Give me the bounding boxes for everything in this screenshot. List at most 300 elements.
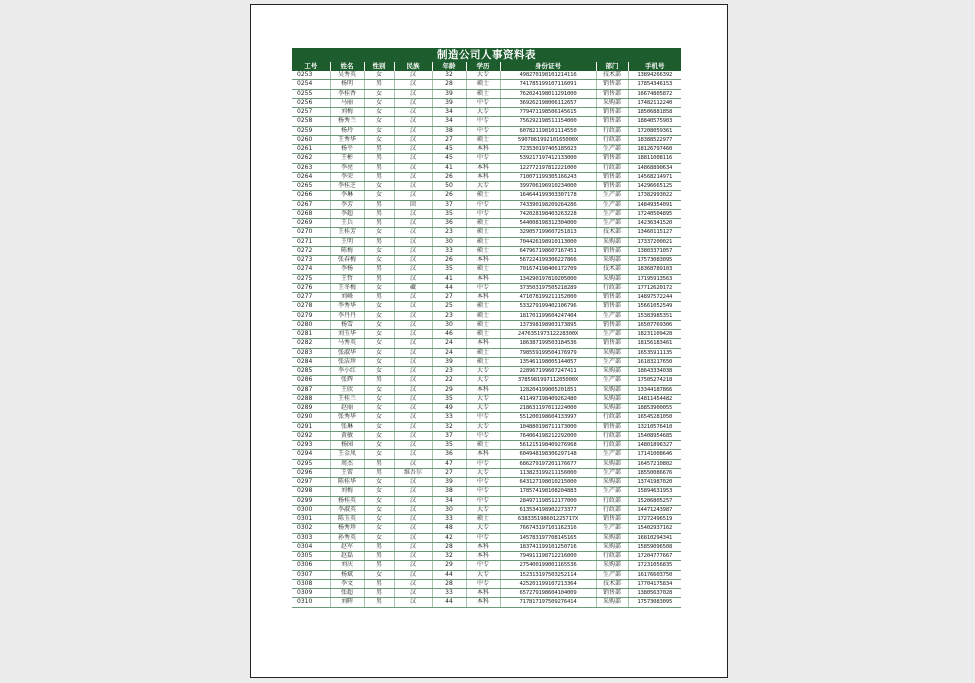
cell-gender: 女: [364, 404, 394, 413]
table-row: [292, 71, 681, 80]
cell-gender: 男: [364, 172, 394, 181]
cell-phone: 16545281050: [628, 413, 681, 422]
table-row: [292, 200, 681, 209]
cell-age: 23: [432, 311, 466, 320]
cell-name: 杨秀兰: [330, 117, 364, 126]
cell-department: 行政部: [596, 441, 628, 450]
table-row: [292, 468, 681, 477]
table-row: [292, 182, 681, 191]
cell-department: 采购部: [596, 385, 628, 394]
cell-phone: 15894631953: [628, 487, 681, 496]
cell-department: 采购部: [596, 274, 628, 283]
cell-name: 马丽: [330, 98, 364, 107]
cell-id-number: 373503197505218289: [500, 283, 596, 292]
cell-id-number: 794911198712216000: [500, 552, 596, 561]
column-header-gender: 性别: [364, 62, 394, 71]
cell-id-number: 369262198006112657: [500, 98, 596, 107]
cell-id-number: 607821198101114550: [500, 126, 596, 135]
cell-id-number: 137398198903173895: [500, 320, 596, 329]
cell-department: 采购部: [596, 404, 628, 413]
cell-education: 本科: [466, 542, 500, 551]
cell-department: 销售部: [596, 89, 628, 98]
table-row: [292, 108, 681, 117]
cell-employee-id: 0303: [292, 533, 330, 542]
cell-education: 大专: [466, 71, 500, 80]
table-row: [292, 172, 681, 181]
cell-name: 杨桂英: [330, 496, 364, 505]
cell-employee-id: 0284: [292, 357, 330, 366]
cell-name: 王彬: [330, 154, 364, 163]
cell-ethnicity: 汉: [394, 579, 432, 588]
cell-employee-id: 0295: [292, 459, 330, 468]
cell-phone: 14296665125: [628, 182, 681, 191]
cell-gender: 女: [364, 98, 394, 107]
cell-employee-id: 0262: [292, 154, 330, 163]
cell-education: 硕士: [466, 228, 500, 237]
cell-phone: 17231056835: [628, 561, 681, 570]
cell-id-number: 113823199211156000: [500, 468, 596, 477]
document-page: [250, 4, 728, 678]
cell-age: 35: [432, 265, 466, 274]
cell-phone: 13460115127: [628, 228, 681, 237]
cell-education: 大专: [466, 182, 500, 191]
cell-age: 49: [432, 404, 466, 413]
cell-employee-id: 0292: [292, 431, 330, 440]
cell-gender: 女: [364, 117, 394, 126]
cell-gender: 男: [364, 145, 394, 154]
cell-ethnicity: 汉: [394, 274, 432, 283]
cell-age: 44: [432, 598, 466, 607]
cell-education: 中专: [466, 459, 500, 468]
cell-name: 杨雪: [330, 320, 364, 329]
cell-gender: 女: [364, 126, 394, 135]
cell-name: 王欣: [330, 385, 364, 394]
cell-age: 36: [432, 450, 466, 459]
cell-phone: 18156183461: [628, 339, 681, 348]
cell-education: 大专: [466, 505, 500, 514]
cell-phone: 16810294341: [628, 533, 681, 542]
cell-name: 王桂兰: [330, 394, 364, 403]
cell-age: 41: [432, 163, 466, 172]
cell-age: 27: [432, 293, 466, 302]
cell-id-number: 756292198511154000: [500, 117, 596, 126]
table-row: [292, 246, 681, 255]
cell-ethnicity: 汉: [394, 330, 432, 339]
cell-name: 王冬梅: [330, 283, 364, 292]
cell-phone: 16457210802: [628, 459, 681, 468]
cell-phone: 18506881858: [628, 108, 681, 117]
cell-age: 33: [432, 589, 466, 598]
cell-department: 销售部: [596, 154, 628, 163]
cell-department: 技术部: [596, 228, 628, 237]
cell-name: 杨园: [330, 441, 364, 450]
cell-employee-id: 0304: [292, 542, 330, 551]
cell-name: 李荣: [330, 172, 364, 181]
cell-name: 刘梅: [330, 487, 364, 496]
cell-name: 刘玉华: [330, 330, 364, 339]
cell-ethnicity: 汉: [394, 348, 432, 357]
cell-gender: 女: [364, 135, 394, 144]
cell-age: 41: [432, 274, 466, 283]
cell-phone: 17208059361: [628, 126, 681, 135]
cell-name: 李文: [330, 579, 364, 588]
cell-id-number: 134290197810205000: [500, 274, 596, 283]
cell-department: 生产部: [596, 376, 628, 385]
cell-employee-id: 0264: [292, 172, 330, 181]
table-row: [292, 413, 681, 422]
cell-department: 生产部: [596, 487, 628, 496]
cell-ethnicity: 汉: [394, 98, 432, 107]
table-row: [292, 117, 681, 126]
cell-id-number: 378598199711205000X: [500, 376, 596, 385]
cell-education: 本科: [466, 172, 500, 181]
cell-name: 王桂芳: [330, 228, 364, 237]
cell-phone: 17382993022: [628, 191, 681, 200]
cell-age: 26: [432, 256, 466, 265]
cell-ethnicity: 汉: [394, 209, 432, 218]
cell-age: 34: [432, 496, 466, 505]
cell-age: 33: [432, 246, 466, 255]
cell-age: 39: [432, 357, 466, 366]
cell-gender: 女: [364, 108, 394, 117]
cell-name: 杨斌: [330, 570, 364, 579]
cell-id-number: 764064198212292000: [500, 431, 596, 440]
cell-id-number: 544008198312304000: [500, 219, 596, 228]
cell-name: 李桂芝: [330, 182, 364, 191]
cell-department: 销售部: [596, 117, 628, 126]
cell-age: 35: [432, 441, 466, 450]
cell-ethnicity: 汉: [394, 117, 432, 126]
cell-name: 刘庆: [330, 561, 364, 570]
cell-ethnicity: 汉: [394, 145, 432, 154]
cell-employee-id: 0255: [292, 89, 330, 98]
table-row: [292, 302, 681, 311]
cell-department: 销售部: [596, 293, 628, 302]
cell-ethnicity: 汉: [394, 422, 432, 431]
cell-name: 陈桂华: [330, 478, 364, 487]
cell-gender: 男: [364, 376, 394, 385]
cell-id-number: 779471198506145615: [500, 108, 596, 117]
cell-department: 生产部: [596, 524, 628, 533]
table-row: [292, 219, 681, 228]
cell-id-number: 411497198409262480: [500, 394, 596, 403]
table-row: [292, 228, 681, 237]
cell-age: 29: [432, 561, 466, 570]
cell-gender: 女: [364, 357, 394, 366]
table-row: [292, 89, 681, 98]
cell-employee-id: 0307: [292, 570, 330, 579]
cell-id-number: 604948198306297148: [500, 450, 596, 459]
cell-education: 大专: [466, 108, 500, 117]
cell-employee-id: 0306: [292, 561, 330, 570]
cell-education: 中专: [466, 496, 500, 505]
cell-phone: 13805637028: [628, 589, 681, 598]
cell-employee-id: 0272: [292, 246, 330, 255]
cell-phone: 16507769306: [628, 320, 681, 329]
cell-education: 硕士: [466, 515, 500, 524]
table-row: [292, 339, 681, 348]
cell-employee-id: 0300: [292, 505, 330, 514]
table-row: [292, 598, 681, 607]
cell-age: 28: [432, 80, 466, 89]
cell-ethnicity: 维吾尔: [394, 468, 432, 477]
cell-ethnicity: 汉: [394, 515, 432, 524]
cell-ethnicity: 汉: [394, 89, 432, 98]
cell-education: 本科: [466, 552, 500, 561]
cell-age: 45: [432, 145, 466, 154]
cell-department: 行政部: [596, 135, 628, 144]
cell-phone: 15383985351: [628, 311, 681, 320]
table-row: [292, 552, 681, 561]
table-row: [292, 293, 681, 302]
cell-department: 生产部: [596, 200, 628, 209]
cell-phone: 17195913563: [628, 274, 681, 283]
cell-name: 李淑英: [330, 505, 364, 514]
cell-gender: 男: [364, 265, 394, 274]
cell-employee-id: 0299: [292, 496, 330, 505]
table-row: [292, 311, 681, 320]
cell-employee-id: 0308: [292, 579, 330, 588]
cell-phone: 17337200021: [628, 237, 681, 246]
cell-ethnicity: 汉: [394, 487, 432, 496]
table-row: [292, 126, 681, 135]
cell-employee-id: 0280: [292, 320, 330, 329]
table-row: [292, 505, 681, 514]
table-row: [292, 163, 681, 172]
cell-age: 26: [432, 172, 466, 181]
table-row: [292, 330, 681, 339]
cell-age: 27: [432, 135, 466, 144]
table-row: [292, 422, 681, 431]
cell-employee-id: 0293: [292, 441, 330, 450]
cell-age: 28: [432, 579, 466, 588]
cell-gender: 男: [364, 237, 394, 246]
cell-employee-id: 0276: [292, 283, 330, 292]
cell-phone: 14868890634: [628, 163, 681, 172]
personnel-table: [292, 62, 681, 608]
cell-age: 37: [432, 200, 466, 209]
table-row: [292, 542, 681, 551]
cell-id-number: 498270198101214116: [500, 71, 596, 80]
cell-ethnicity: 汉: [394, 394, 432, 403]
cell-ethnicity: 汉: [394, 542, 432, 551]
cell-phone: 17712620172: [628, 283, 681, 292]
cell-gender: 女: [364, 182, 394, 191]
cell-ethnicity: 汉: [394, 246, 432, 255]
cell-ethnicity: 汉: [394, 459, 432, 468]
table-row: [292, 376, 681, 385]
cell-education: 硕士: [466, 441, 500, 450]
cell-gender: 女: [364, 505, 394, 514]
cell-phone: 18811008116: [628, 154, 681, 163]
cell-education: 中专: [466, 200, 500, 209]
cell-ethnicity: 汉: [394, 302, 432, 311]
cell-ethnicity: 汉: [394, 182, 432, 191]
cell-department: 销售部: [596, 172, 628, 181]
cell-department: 采购部: [596, 598, 628, 607]
cell-age: 35: [432, 394, 466, 403]
table-row: [292, 496, 681, 505]
cell-age: 33: [432, 515, 466, 524]
cell-phone: 18368789103: [628, 265, 681, 274]
cell-name: 李丹丹: [330, 311, 364, 320]
cell-education: 中专: [466, 98, 500, 107]
cell-gender: 男: [364, 154, 394, 163]
table-row: [292, 404, 681, 413]
table-row: [292, 478, 681, 487]
cell-phone: 13894266392: [628, 71, 681, 80]
table-row: [292, 570, 681, 579]
cell-age: 44: [432, 570, 466, 579]
cell-department: 生产部: [596, 357, 628, 366]
cell-department: 行政部: [596, 163, 628, 172]
cell-gender: 女: [364, 71, 394, 80]
cell-employee-id: 0287: [292, 385, 330, 394]
cell-ethnicity: 汉: [394, 256, 432, 265]
cell-ethnicity: 汉: [394, 561, 432, 570]
cell-phone: 14897572244: [628, 293, 681, 302]
cell-ethnicity: 汉: [394, 450, 432, 459]
cell-ethnicity: 汉: [394, 320, 432, 329]
cell-education: 中专: [466, 561, 500, 570]
cell-id-number: 762024198011291000: [500, 89, 596, 98]
cell-phone: 18550086676: [628, 468, 681, 477]
cell-department: 生产部: [596, 450, 628, 459]
cell-education: 本科: [466, 163, 500, 172]
cell-education: 中专: [466, 487, 500, 496]
cell-phone: 14849354091: [628, 200, 681, 209]
cell-ethnicity: 汉: [394, 172, 432, 181]
table-row: [292, 320, 681, 329]
cell-department: 采购部: [596, 98, 628, 107]
table-row: [292, 154, 681, 163]
cell-gender: 女: [364, 246, 394, 255]
cell-education: 中专: [466, 283, 500, 292]
cell-education: 硕士: [466, 237, 500, 246]
cell-department: 销售部: [596, 515, 628, 524]
cell-education: 本科: [466, 450, 500, 459]
cell-name: 王金凤: [330, 450, 364, 459]
cell-ethnicity: 汉: [394, 108, 432, 117]
cell-employee-id: 0253: [292, 71, 330, 80]
table-row: [292, 487, 681, 496]
cell-id-number: 742028198403263228: [500, 209, 596, 218]
cell-employee-id: 0282: [292, 339, 330, 348]
table-row: [292, 450, 681, 459]
cell-id-number: 425201199107213364: [500, 579, 596, 588]
cell-age: 50: [432, 182, 466, 191]
cell-phone: 17505274218: [628, 376, 681, 385]
cell-age: 34: [432, 117, 466, 126]
cell-employee-id: 0281: [292, 330, 330, 339]
cell-name: 李杨: [330, 265, 364, 274]
cell-ethnicity: 汉: [394, 228, 432, 237]
cell-education: 大专: [466, 367, 500, 376]
cell-employee-id: 0271: [292, 237, 330, 246]
cell-department: 销售部: [596, 108, 628, 117]
cell-ethnicity: 汉: [394, 533, 432, 542]
cell-gender: 男: [364, 219, 394, 228]
cell-id-number: 178574198108204883: [500, 487, 596, 496]
cell-phone: 16674805872: [628, 89, 681, 98]
cell-education: 中专: [466, 413, 500, 422]
cell-name: 黄敏: [330, 431, 364, 440]
cell-id-number: 686279197201176677: [500, 459, 596, 468]
cell-department: 销售部: [596, 320, 628, 329]
cell-department: 采购部: [596, 394, 628, 403]
cell-phone: 14801896327: [628, 441, 681, 450]
cell-id-number: 183741199101250716: [500, 542, 596, 551]
cell-education: 硕士: [466, 80, 500, 89]
cell-department: 采购部: [596, 348, 628, 357]
cell-age: 23: [432, 367, 466, 376]
cell-gender: 男: [364, 579, 394, 588]
cell-employee-id: 0285: [292, 367, 330, 376]
table-row: [292, 348, 681, 357]
cell-phone: 15408954685: [628, 431, 681, 440]
cell-ethnicity: 汉: [394, 135, 432, 144]
cell-id-number: 717817197509276414: [500, 598, 596, 607]
cell-employee-id: 0310: [292, 598, 330, 607]
cell-name: 周杰: [330, 459, 364, 468]
cell-department: 行政部: [596, 126, 628, 135]
cell-department: 销售部: [596, 246, 628, 255]
cell-phone: 13803371057: [628, 246, 681, 255]
cell-age: 29: [432, 385, 466, 394]
cell-name: 赵军: [330, 542, 364, 551]
cell-education: 本科: [466, 339, 500, 348]
cell-phone: 17482112240: [628, 98, 681, 107]
cell-name: 杨明: [330, 80, 364, 89]
cell-phone: 17204777667: [628, 552, 681, 561]
cell-education: 本科: [466, 145, 500, 154]
cell-department: 销售部: [596, 182, 628, 191]
cell-name: 杨玲: [330, 126, 364, 135]
cell-employee-id: 0273: [292, 256, 330, 265]
cell-gender: 女: [364, 302, 394, 311]
cell-id-number: 567224199306227866: [500, 256, 596, 265]
cell-education: 硕士: [466, 302, 500, 311]
cell-gender: 女: [364, 256, 394, 265]
cell-name: 张秀华: [330, 413, 364, 422]
cell-employee-id: 0261: [292, 145, 330, 154]
cell-ethnicity: 汉: [394, 505, 432, 514]
cell-name: 刘峰: [330, 293, 364, 302]
cell-gender: 女: [364, 367, 394, 376]
table-row: [292, 524, 681, 533]
cell-gender: 男: [364, 561, 394, 570]
cell-id-number: 128204199005201851: [500, 385, 596, 394]
cell-name: 张辉: [330, 376, 364, 385]
cell-name: 赵丽: [330, 404, 364, 413]
cell-education: 中专: [466, 117, 500, 126]
cell-age: 28: [432, 542, 466, 551]
cell-name: 张超: [330, 589, 364, 598]
cell-id-number: 104880198711173000: [500, 422, 596, 431]
table-row: [292, 209, 681, 218]
cell-id-number: 471078199211152000: [500, 293, 596, 302]
cell-gender: 男: [364, 163, 394, 172]
cell-department: 生产部: [596, 191, 628, 200]
cell-employee-id: 0290: [292, 413, 330, 422]
cell-gender: 女: [364, 394, 394, 403]
cell-employee-id: 0302: [292, 524, 330, 533]
column-header-department: 部门: [596, 62, 628, 71]
cell-phone: 15661052549: [628, 302, 681, 311]
cell-education: 硕士: [466, 320, 500, 329]
cell-education: 硕士: [466, 330, 500, 339]
cell-department: 销售部: [596, 302, 628, 311]
